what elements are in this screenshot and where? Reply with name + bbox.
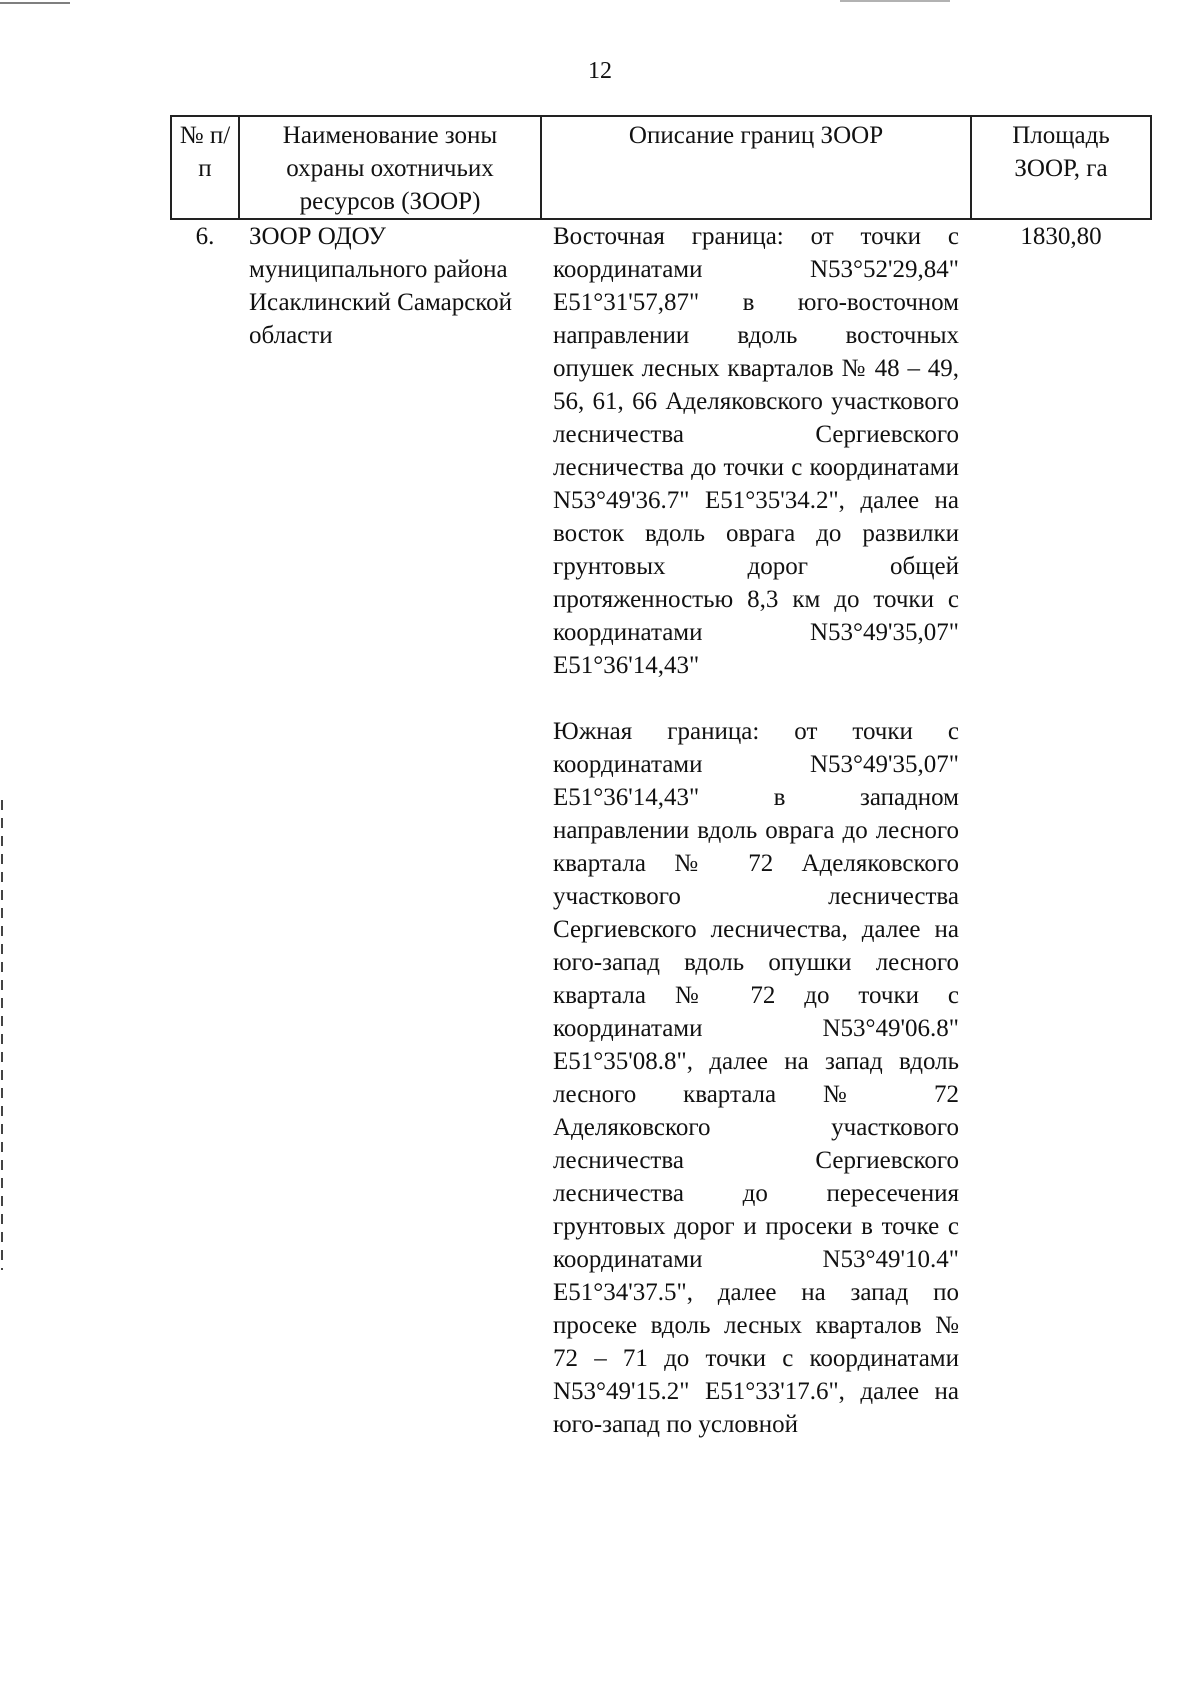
zone-table: [170, 115, 1152, 1441]
zone-area: 1830,80: [1020, 223, 1102, 250]
header-boundary-description: Описание границ ЗООР: [541, 116, 971, 219]
header-zone-name: Наименование зоны охраны охотничьих ресурсов (ЗООР): [239, 116, 541, 219]
table-row: [171, 219, 1151, 1441]
zone-name: ЗООР ОДОУ муниципального района Исаклинский Самарской области: [249, 223, 513, 349]
east-boundary-text: Восточная граница: от точки с координатами N53°52'29,84" E51°31'57,87" в юго-восточном направлении вдоль восточных опушек лесных кварталов № 48 – 49, 56, 61, 66 Аделяковского участкового лесничества Сергиевского лесничества до точки с координатами N53°49'36.7" E51°35'34.2", далее на восток вдоль оврага до развилки грунтовых дорог общей протяженностью 8,3 км до точки с координатами N53°49'35,07" E51°36'14,43": [553, 223, 959, 679]
south-boundary-text: Южная граница: от точки с координатами N53°49'35,07" E51°36'14,43" в западном направлении вдоль оврага до лесного квартала № 72 Аделяковского участкового лесничества Сергиевского лесничества, далее на юго-запад вдоль опушки лесного квартала № 72 до точки с координатами N53°49'06.8" E51°35'08.8", далее на запад вдоль лесного квартала № 72 Аделяковского участкового лесничества Сергиевского лесничества до пересечения грунтовых дорог и просеки в точке с координатами N53°49'10.4" E51°34'37.5", далее на запад по просеке вдоль лесных кварталов № 72 – 71 до точки с координатами N53°49'15.2" E51°33'17.6", далее на юго-запад по условной: [553, 718, 959, 1438]
header-area: Площадь ЗООР, га: [971, 116, 1151, 219]
boundary-description: [541, 219, 971, 1441]
header-number: № п/п: [171, 116, 239, 219]
page-number: 12: [588, 58, 612, 84]
table-header-row: [171, 116, 1151, 219]
row-number: 6.: [195, 223, 215, 250]
